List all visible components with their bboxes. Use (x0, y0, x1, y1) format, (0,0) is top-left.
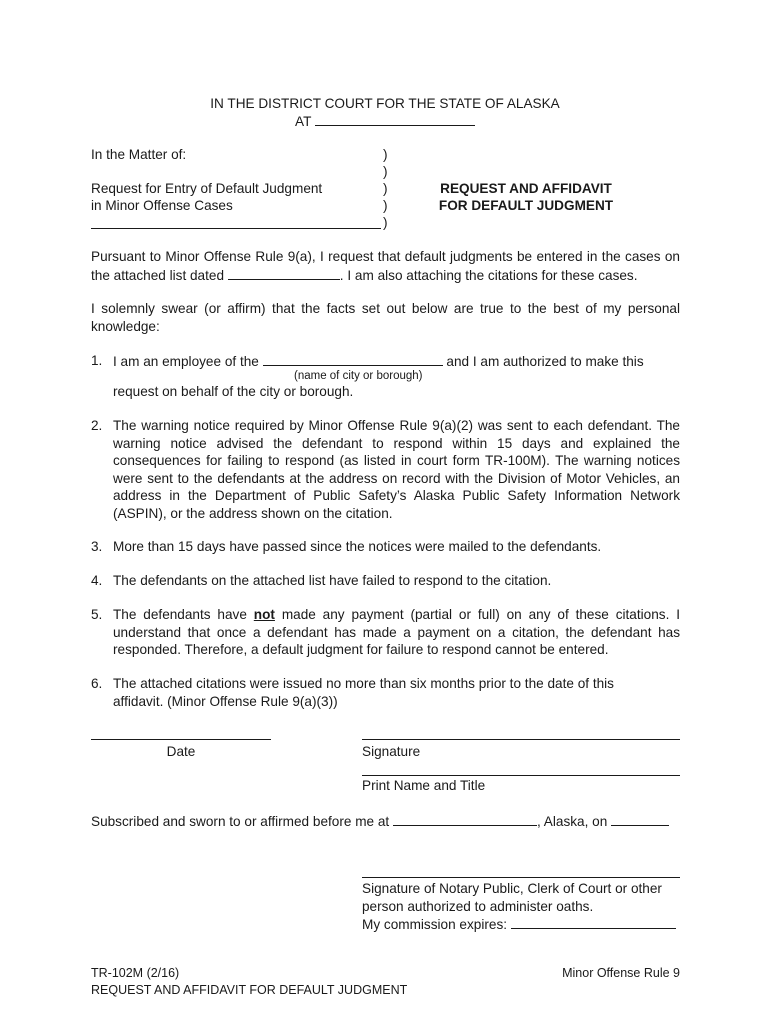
item-2-text: The warning notice required by Minor Offense Rule 9(a)(2) was sent to each defendant. The warning notice advised the defendant to respond within 15 days and explained the consequences for failing to respond (as listed in court form TR-100M). The warning notices were sent to the defendants at the address on record with the Division of Motor Vehicles, an address in the Department of Public Safety’s Alaska Public Safety Information Network (ASPIN), or the address shown on the citation. (113, 418, 680, 521)
item-number: 2. (91, 418, 103, 433)
item-number: 5. (91, 607, 103, 622)
sworn-pre: Subscribed and sworn to or affirmed before me at (91, 814, 390, 829)
form-title-line2: FOR DEFAULT JUDGMENT (438, 198, 614, 213)
footer-form-title: REQUEST AND AFFIDAVIT FOR DEFAULT JUDGMENT (91, 983, 408, 997)
commission-expires (362, 915, 676, 934)
footer-rule: Minor Offense Rule 9 (562, 966, 680, 980)
caption-paren: ) (383, 215, 388, 230)
item-number: 6. (91, 676, 103, 691)
item-1-pre: I am an employee of the (113, 354, 259, 369)
item-4-text: The defendants on the attached list have failed to respond to the citation. (113, 573, 552, 588)
item-2 (91, 417, 680, 522)
in-matter-label: In the Matter of: (91, 147, 187, 162)
intro-text-part1: Pursuant to Minor Offense Rule 9(a), I request that default judgments be entered in the cases on the attached list dated (91, 249, 680, 283)
at-label: AT (295, 114, 312, 129)
sworn-statement (91, 812, 691, 831)
notary-line1: Signature of Notary Public, Clerk of Court or other (362, 881, 662, 896)
item-1-continuation: request on behalf of the city or borough. (113, 384, 354, 399)
case-name-blank[interactable] (91, 214, 381, 229)
sworn-location-blank[interactable] (393, 812, 537, 826)
caption-paren: ) (383, 198, 388, 213)
form-title-line1: REQUEST AND AFFIDAVIT (440, 181, 612, 196)
commission-date-blank[interactable] (511, 915, 676, 929)
item-5-pre: The defendants have (113, 607, 247, 622)
item-4 (91, 572, 680, 590)
item-5 (91, 606, 680, 659)
intro-paragraph (91, 248, 680, 284)
print-name-label: Print Name and Title (362, 778, 486, 793)
signature-label: Signature (362, 744, 421, 759)
employer-blank[interactable] (263, 352, 443, 366)
signature-line[interactable] (362, 739, 680, 740)
caption-paren: ) (383, 147, 388, 162)
oath-paragraph: I solemnly swear (or affirm) that the facts set out below are true to the best of my personal knowledge: (91, 301, 680, 334)
date-label: Date (166, 744, 196, 759)
sworn-mid: , Alaska, on (537, 814, 608, 829)
court-location-line (0, 112, 770, 131)
print-name-line[interactable] (362, 775, 680, 776)
list-date-blank[interactable] (228, 266, 340, 280)
item-6 (91, 675, 680, 710)
employer-hint: (name of city or borough) (294, 370, 423, 382)
item-3 (91, 538, 680, 556)
notary-line2: person authorized to administer oaths. (362, 899, 594, 914)
item-6-text: The attached citations were issued no more than six months prior to the date of this affidavit. (Minor Offense Rule 9(a)(3)) (113, 676, 614, 709)
item-1-post: and I am authorized to make this (446, 354, 644, 369)
item-number: 1. (91, 353, 103, 368)
caption-paren: ) (383, 164, 388, 179)
caption-paren: ) (383, 181, 388, 196)
item-5-post: made any payment (partial or full) on any of these citations. I understand that once a defendant has made a payment on a citation, the defendant has responded. Therefore, a default judgment for failure to respond cannot be entered. (113, 607, 681, 657)
item-number: 4. (91, 573, 103, 588)
notary-signature-line[interactable] (362, 877, 680, 878)
sworn-date-blank[interactable] (611, 812, 669, 826)
date-line[interactable] (91, 739, 271, 740)
court-heading: IN THE DISTRICT COURT FOR THE STATE OF ALASKA (210, 96, 560, 111)
case-title-line2: in Minor Offense Cases (91, 198, 233, 213)
footer-form-id: TR-102M (2/16) (91, 966, 180, 980)
item-3-text: More than 15 days have passed since the notices were mailed to the defendants. (113, 539, 602, 554)
item-5-emphasis: not (253, 607, 275, 622)
commission-label: My commission expires: (362, 917, 508, 932)
intro-text-part2: . I am also attaching the citations for these cases. (339, 267, 638, 283)
location-blank[interactable] (315, 112, 475, 126)
item-number: 3. (91, 539, 103, 554)
case-title-line1: Request for Entry of Default Judgment (91, 181, 323, 196)
